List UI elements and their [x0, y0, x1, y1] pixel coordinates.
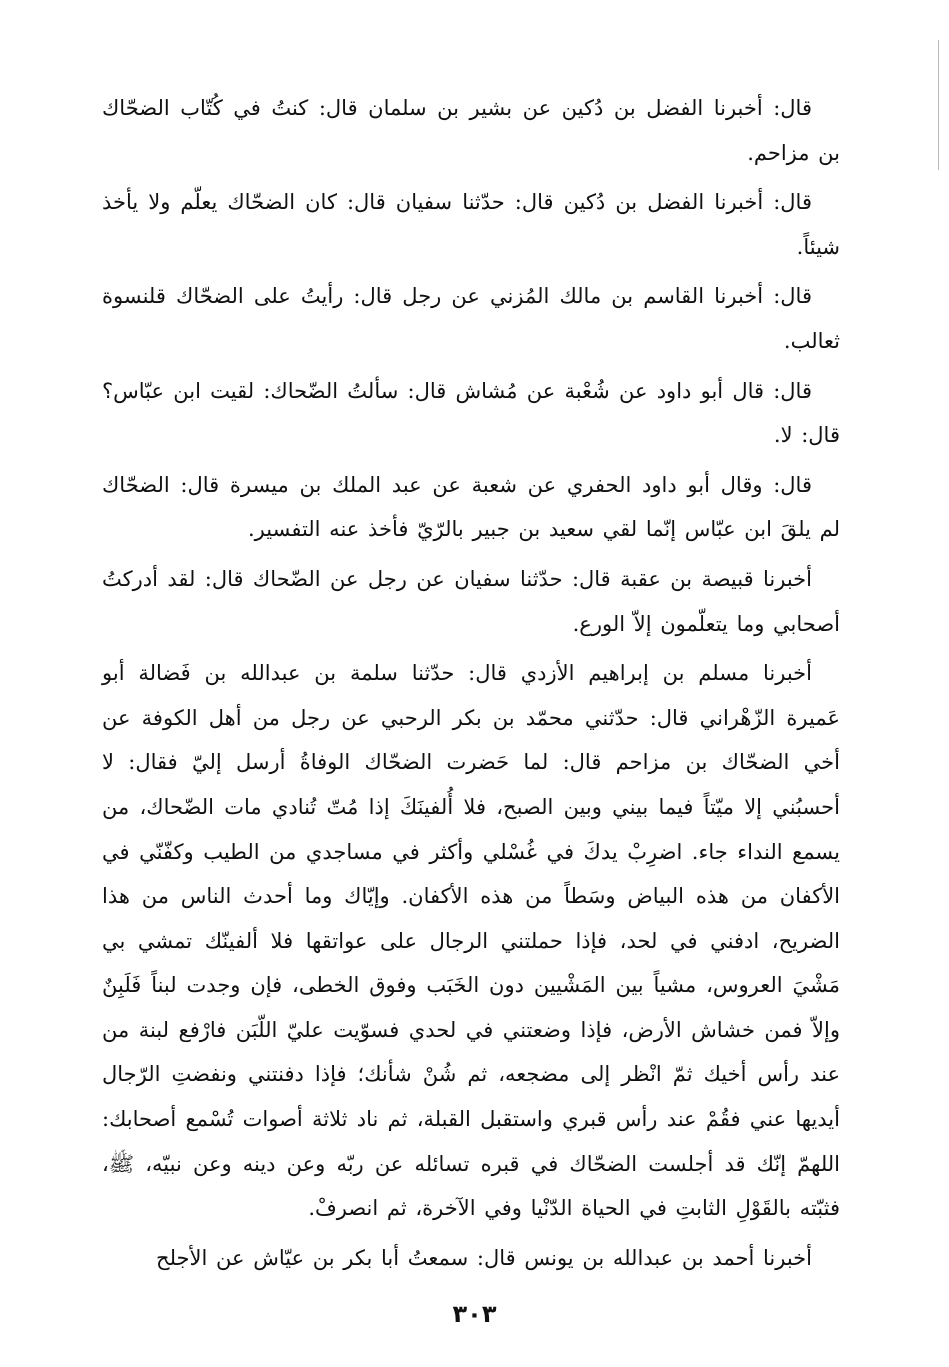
paragraph-4: قال: قال أبو داود عن شُعْبة عن مُشاش قال: سألتُ الضّحاك: لقيت ابن عبّاس؟ قال: لا. [102, 378, 840, 448]
page-edge-line [938, 40, 939, 170]
body-text [102, 86, 840, 1285]
paragraph-8: أخبرنا أحمد بن عبدالله بن يونس قال: سمعتُ أبا بكر بن عيّاش عن الأجلح [156, 1245, 812, 1270]
paragraph-3: قال: أخبرنا القاسم بن مالك المُزني عن رجل قال: رأيتُ على الضحّاك قلنسوة ثعالب. [102, 284, 840, 353]
paragraph-6: أخبرنا قبيصة بن عقبة قال: حدّثنا سفيان عن رجل عن الضّحاك قال: لقد أدركتُ أصحابي وما يتعلّمون إلاّ الورع. [102, 566, 840, 636]
page-number: ٣٠٣ [452, 1300, 497, 1328]
paragraph-7: أخبرنا مسلم بن إبراهيم الأزدي قال: حدّثنا سلمة بن عبدالله بن فَضالة أبو عَميرة الزّهْراني قال: حدّثني محمّد بن بكر الرحبي عن رجل من أهل الكوفة عن أخي الضحّاك بن مزاحم قال: لما حَضرت الضحّاك الوفاةُ أرسل إليّ فقال: لا أحسبُني إلا ميّتاً فيما بيني وبين الصبح، فلا أُلفينَكَ إذا مُتّ تُنادي مات الضّحاك، من يسمع النداء جاء. اضرِبْ يدكَ في غُسْلي وأكثر في مساجدي من الطيب وكفّنّي في الأكفان من هذه البياض وسَطاً من هذه الأكفان. وإيّاك وما أحدث الناس من هذا الضريح، ادفني في لحد، فإذا حملتني الرجال على عواتقها فلا ألفينّك تمشي بي مَشْيَ العروس، مشياً بين المَشْيين دون الخَبَب وفوق الخطى، فإن وجدت لبناً فَلَبِنٌ وإلاّ فمن خشاش الأرض، فإذا وضعتني في لحدي فسوّيت عليّ اللّبَن فارْفع لبنة من عند رأس أخيك ثمّ انْظر إلى مضجعه، ثم شُنْ شأنك؛ فإذا دفنتني ونفضتِ الرّجال أيديها عني فقُمْ عند رأس قبري واستقبل القبلة، ثم ناد ثلاثة أصوات تُسْمع أصحابك: اللهمّ إنّك قد أجلست الضحّاك في قبره تسائله عن ربّه وعن دينه وعن نبيّه، ﷺ، فثبّته بالقَوْلِ الثابتِ في الحياة الدّنْيا وفي الآخرة، ثم انصرفْ. [102, 661, 841, 1221]
paragraph-1: قال: أخبرنا الفضل بن دُكين عن بشير بن سلمان قال: كنتُ في كُتّاب الضحّاك بن مزاحم. [102, 96, 840, 165]
paragraph-5: قال: وقال أبو داود الحفري عن شعبة عن عبد الملك بن ميسرة قال: الضحّاك لم يلقَ ابن عبّاس إنّما لقي سعيد بن جبير بالرّيّ فأخذ عنه التفسير. [102, 472, 840, 542]
paragraph-2: قال: أخبرنا الفضل بن دُكين قال: حدّثنا سفيان قال: كان الضحّاك يعلّم ولا يأخذ شيئاً. [102, 190, 840, 259]
